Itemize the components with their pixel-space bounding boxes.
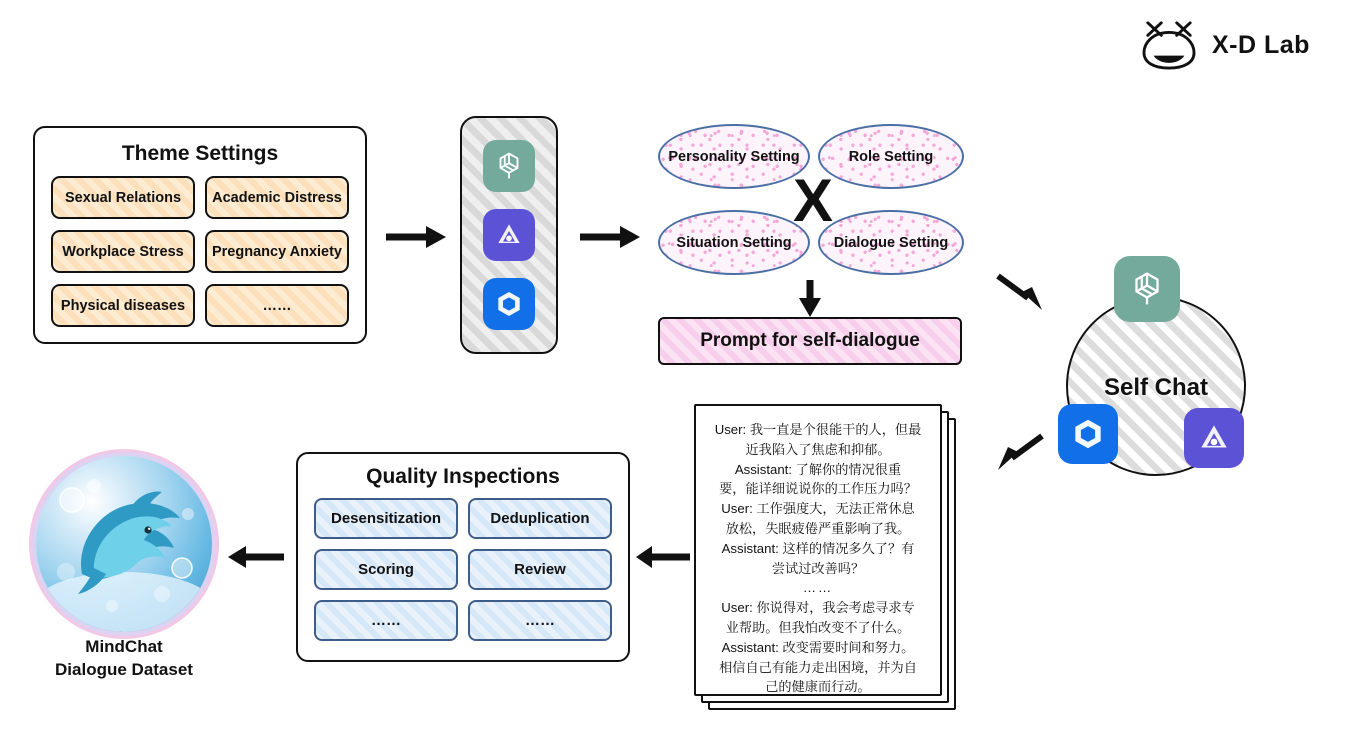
dialogue-line: 要，能详细说说你的工作压力吗？ [719, 481, 917, 497]
dialogue-line-ellipsis: …… [802, 580, 834, 596]
blue-model-icon [1058, 404, 1118, 464]
purple-model-icon [1184, 408, 1244, 468]
prompt-for-self-dialogue-box: Prompt for self-dialogue [658, 317, 962, 365]
quality-chip-more[interactable]: …… [468, 600, 612, 641]
theme-chip-more[interactable]: …… [205, 284, 349, 327]
dialogue-line: 放松，失眠疲倦严重影响了我。 [725, 520, 911, 536]
openai-icon [1114, 256, 1180, 322]
situation-setting-ellipse[interactable]: Situation Setting [658, 210, 810, 275]
mindchat-dataset-group [36, 456, 218, 679]
theme-chip[interactable]: Pregnancy Anxiety [205, 230, 349, 273]
theme-chip[interactable]: Academic Distress [205, 176, 349, 219]
model-providers-box [460, 116, 558, 354]
quality-chip[interactable]: Desensitization [314, 498, 458, 539]
dialogue-line: Assistant: 这样的情况多久了？有 [721, 540, 915, 556]
theme-settings-panel [33, 126, 367, 344]
arrow-dialogue-to-quality [636, 542, 692, 572]
dialogue-line: 相信自己有能力走出困境，并为自 [719, 659, 917, 675]
dialogue-line: Assistant: 改变需要时间和努力。 [721, 639, 915, 655]
theme-chip[interactable]: Physical diseases [51, 284, 195, 327]
quality-chip[interactable]: Deduplication [468, 498, 612, 539]
arrow-prompt-to-selfchat [994, 272, 1052, 316]
personality-setting-ellipse[interactable]: Personality Setting [658, 124, 810, 189]
theme-settings-title: Theme Settings [121, 142, 279, 165]
dialogue-line: 业帮助。但我怕改变不了什么。 [725, 619, 911, 635]
dataset-label-line2: Dialogue Dataset [55, 659, 193, 679]
theme-chip[interactable]: Workplace Stress [51, 230, 195, 273]
arrow-selfchat-to-dialogue [994, 432, 1052, 476]
theme-settings-grid [51, 176, 349, 327]
dolphin-bubble-icon [36, 456, 212, 632]
arrow-settings-to-prompt [795, 278, 825, 318]
dialogue-line: 己的健康而行动。 [765, 679, 871, 695]
dialogue-line: User: 你说得对，我会考虑寻求专 [721, 600, 915, 616]
arrow-theme-to-models [384, 222, 450, 252]
quality-inspections-grid [314, 498, 612, 641]
dialogue-setting-ellipse[interactable]: Dialogue Setting [818, 210, 964, 275]
self-chat-label: Self Chat [1103, 374, 1208, 401]
dataset-label [24, 636, 224, 682]
blue-model-icon [483, 278, 535, 330]
brand-logo [1140, 12, 1340, 78]
quality-chip[interactable]: Review [468, 549, 612, 590]
cross-product-symbol: X [792, 166, 834, 234]
arrow-models-to-settings [578, 222, 644, 252]
role-setting-ellipse[interactable]: Role Setting [818, 124, 964, 189]
dialogue-line: User: 我一直是个很能干的人，但最 [714, 422, 922, 437]
theme-chip[interactable]: Sexual Relations [51, 176, 195, 219]
logo-text: X-D Lab [1212, 30, 1310, 59]
quality-chip[interactable]: Scoring [314, 549, 458, 590]
dialogue-line: 近我陷入了焦虑和抑郁。 [745, 441, 891, 457]
quality-inspections-title: Quality Inspections [366, 465, 560, 488]
purple-model-icon [483, 209, 535, 261]
dialogue-line: Assistant: 了解你的情况很重 [734, 461, 902, 477]
openai-icon [483, 140, 535, 192]
dialogue-line: 尝试过改善吗？ [771, 560, 865, 576]
quality-chip-more[interactable]: …… [314, 600, 458, 641]
dialogue-line: User: 工作强度大，无法正常休息 [721, 501, 915, 517]
x-face-logo-icon [1140, 19, 1198, 71]
dataset-label-line1: MindChat [85, 637, 163, 656]
arrow-quality-to-dataset [228, 542, 286, 572]
self-chat-group [1058, 256, 1250, 480]
quality-inspections-panel [296, 452, 630, 662]
dialogue-samples-stack [694, 404, 966, 716]
dialogue-sheet-front [694, 404, 942, 696]
